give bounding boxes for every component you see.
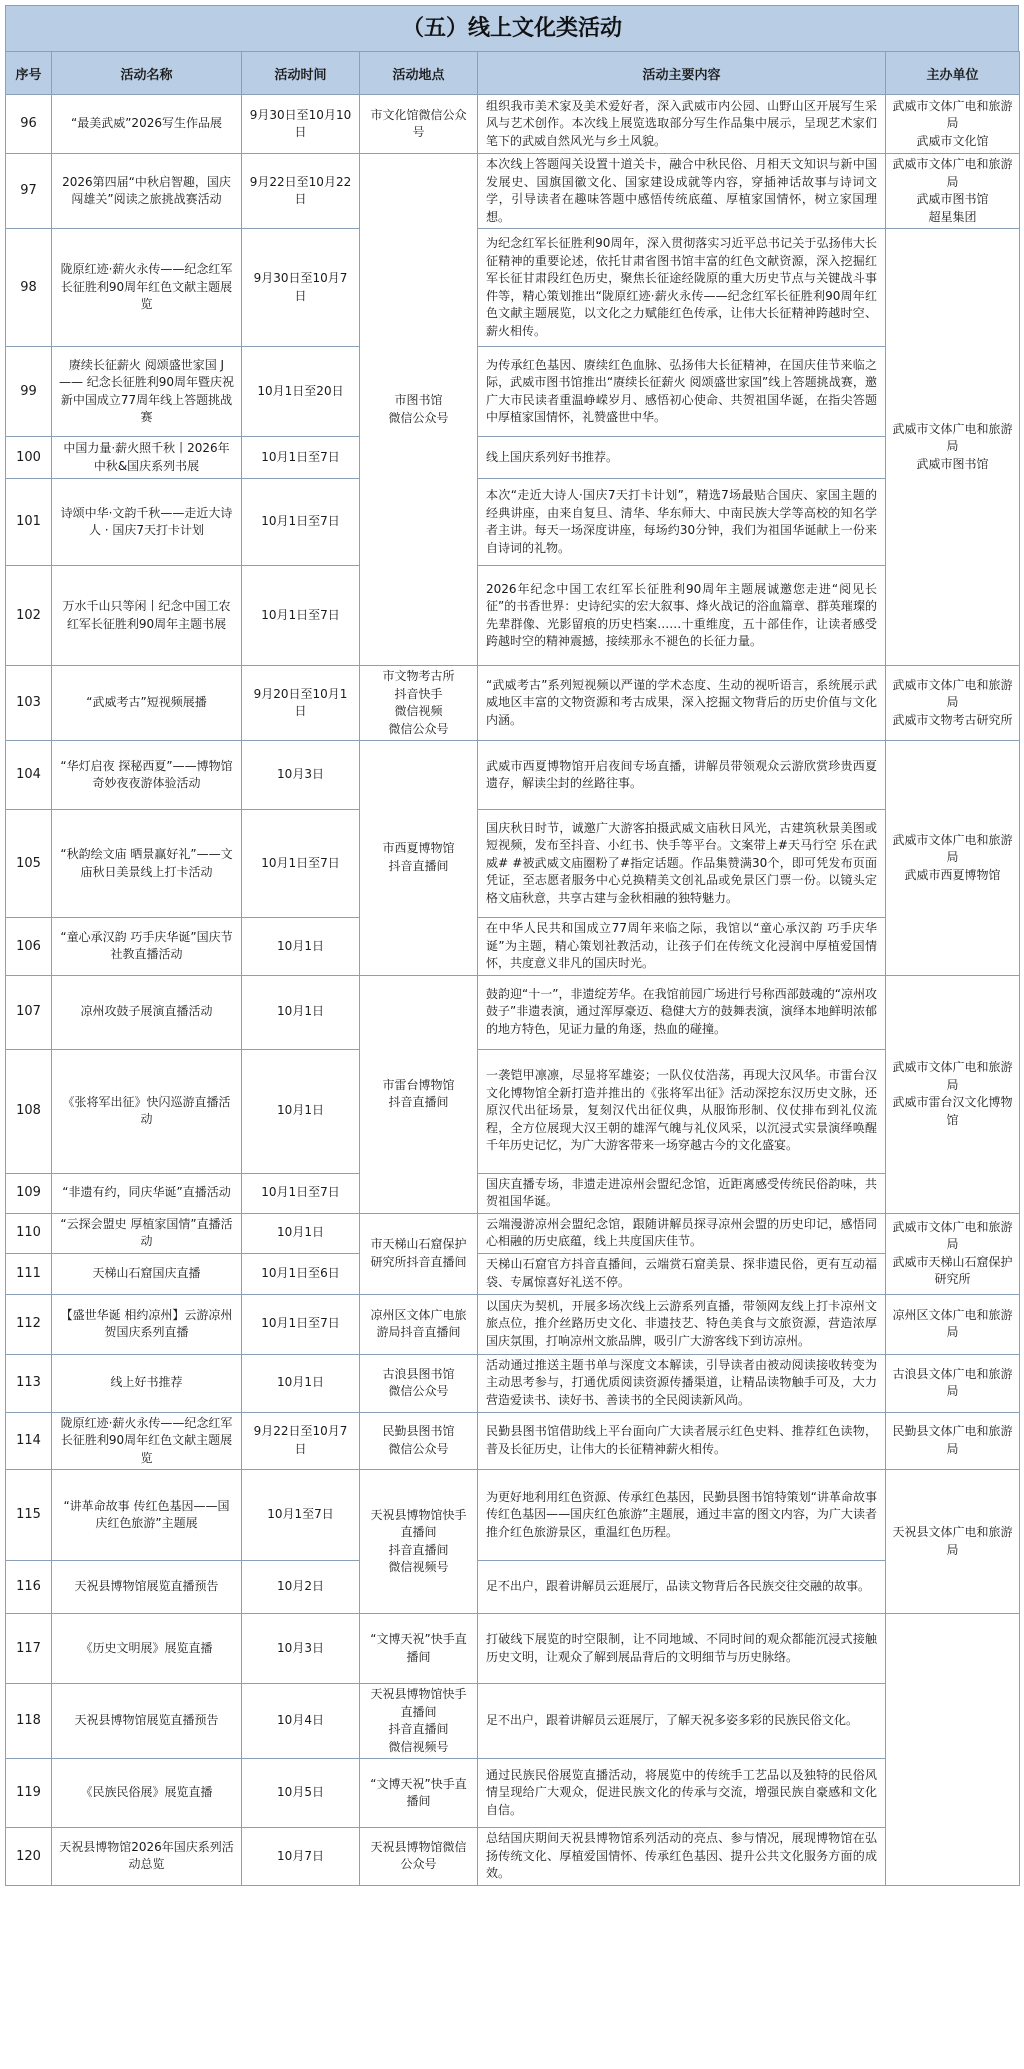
cell-name: 陇原红迹·薪火永传——纪念红军长征胜利90周年红色文献主题展览 — [52, 1412, 242, 1470]
table-row — [6, 666, 1020, 741]
table-row — [6, 1049, 1020, 1173]
table-row — [6, 1759, 1020, 1828]
cell-organizer — [886, 1614, 1020, 1886]
table-row — [6, 1828, 1020, 1886]
cell-num: 106 — [6, 918, 52, 976]
cell-time: 9月22日至10月7日 — [242, 1412, 360, 1470]
cell-num: 110 — [6, 1213, 52, 1253]
cell-content: 足不出户，跟着讲解员云逛展厅，了解天祝多姿多彩的民族民俗文化。 — [478, 1684, 886, 1759]
cell-content: 线上国庆系列好书推荐。 — [478, 437, 886, 479]
cell-time: 10月1日至7日 — [242, 437, 360, 479]
table-row — [6, 1470, 1020, 1561]
cell-time: 10月1日至6日 — [242, 1253, 360, 1294]
cell-content: 总结国庆期间天祝县博物馆系列活动的亮点、参与情况，展现博物馆在弘扬传统文化、厚植爱国情怀、传承红色基因、提升公共文化服务方面的成效。 — [478, 1828, 886, 1886]
cell-content: 民勤县图书馆借助线上平台面向广大读者展示红色史料、推荐红色读物，普及长征历史，让伟大的长征精神薪火相传。 — [478, 1412, 886, 1470]
table-row — [6, 437, 1020, 479]
table-row — [6, 1614, 1020, 1684]
cell-time: 10月1日 — [242, 1354, 360, 1412]
cell-location: 市文化馆微信公众号 — [360, 95, 478, 154]
cell-name: 陇原红迹·薪火永传——纪念红军长征胜利90周年红色文献主题展览 — [52, 229, 242, 347]
cell-organizer: 古浪县文体广电和旅游局 — [886, 1354, 1020, 1412]
header-num: 序号 — [6, 52, 52, 95]
table-row — [6, 1412, 1020, 1470]
cell-num: 104 — [6, 741, 52, 810]
cell-time: 9月22日至10月22日 — [242, 154, 360, 229]
cell-name: 2026第四届“中秋启智趣，国庆闯雄关”阅读之旅挑战赛活动 — [52, 154, 242, 229]
table-row — [6, 741, 1020, 810]
cell-name: 《张将军出征》快闪巡游直播活动 — [52, 1049, 242, 1173]
table-row — [6, 95, 1020, 154]
header-content: 活动主要内容 — [478, 52, 886, 95]
cell-name: “云探会盟史 厚植家国情”直播活动 — [52, 1213, 242, 1253]
cell-location: 市雷台博物馆 抖音直播间 — [360, 975, 478, 1213]
cell-content: “武威考古”系列短视频以严谨的学术态度、生动的视听语言，系统展示武威地区丰富的文物资源和考古成果，深入挖掘文物背后的历史价值与文化内涵。 — [478, 666, 886, 741]
cell-time: 10月1日 — [242, 918, 360, 976]
cell-name: 【盛世华诞 相约凉州】云游凉州贺国庆系列直播 — [52, 1294, 242, 1354]
cell-content: 足不出户，跟着讲解员云逛展厅，品读文物背后各民族交往交融的故事。 — [478, 1561, 886, 1614]
cell-organizer: 武威市文体广电和旅游局 武威市西夏博物馆 — [886, 741, 1020, 976]
cell-name: “童心承汉韵 巧手庆华诞”国庆节社教直播活动 — [52, 918, 242, 976]
cell-name: 中国力量·薪火照千秋丨2026年中秋&国庆系列书展 — [52, 437, 242, 479]
table-row — [6, 918, 1020, 976]
cell-num: 108 — [6, 1049, 52, 1173]
table-row — [6, 347, 1020, 437]
cell-location: “文博天祝”快手直播间 — [360, 1614, 478, 1684]
cell-num: 105 — [6, 810, 52, 918]
cell-name: “讲革命故事 传红色基因——国庆红色旅游”主题展 — [52, 1470, 242, 1561]
cell-content: 本次线上答题闯关设置十道关卡，融合中秋民俗、月相天文知识与新中国发展史、国旗国徽文化、国家建设成就等内容，穿插神话故事与诗词文学，引导读者在趣味答题中感悟传统底蕴、厚植家国情怀，树立家国理想。 — [478, 154, 886, 229]
table-row — [6, 1253, 1020, 1294]
page — [5, 5, 1019, 1886]
cell-time: 10月1日 — [242, 975, 360, 1049]
cell-content: 为纪念红军长征胜利90周年，深入贯彻落实习近平总书记关于弘扬伟大长征精神的重要论述，依托甘肃省图书馆丰富的红色文献资源，深入挖掘红军长征甘肃段红色历史，聚焦长征途经陇原的重大历史节点与关键战斗事件等，精心策划推出“陇原红迹·薪火永传——纪念红军长征胜利90周年红色文献主题展览，以文化之力赋能红色传承，让伟大长征精神跨越时空、薪火相传。 — [478, 229, 886, 347]
cell-name: 天祝县博物馆展览直播预告 — [52, 1684, 242, 1759]
cell-location: 天祝县博物馆快手直播间 抖音直播间 微信视频号 — [360, 1470, 478, 1614]
cell-organizer: 武威市文体广电和旅游局 武威市文物考古研究所 — [886, 666, 1020, 741]
cell-location: 民勤县图书馆 微信公众号 — [360, 1412, 478, 1470]
cell-time: 10月1日至7日 — [242, 1294, 360, 1354]
cell-time: 9月30日至10月7日 — [242, 229, 360, 347]
cell-num: 98 — [6, 229, 52, 347]
header-time: 活动时间 — [242, 52, 360, 95]
cell-time: 10月1日至7日 — [242, 1173, 360, 1213]
table-row — [6, 479, 1020, 566]
cell-time: 10月3日 — [242, 741, 360, 810]
cell-time: 10月1日至20日 — [242, 347, 360, 437]
cell-time: 10月1日至7日 — [242, 479, 360, 566]
cell-content: 一袭铠甲凛凛，尽显将军雄姿；一队仪仗浩荡，再现大汉风华。市雷台汉文化博物馆全新打造并推出的《张将军出征》活动深挖东汉历史文脉，还原汉代出征场景，复刻汉代出征仪典，从服饰形制、仪仗排布到礼仪流程，全方位展现大汉王朝的雄浑气魄与礼仪风采，以沉浸式实景演绎唤醒千年历史记忆，为广大游客带来一场穿越古今的文化盛宴。 — [478, 1049, 886, 1173]
cell-content: 在中华人民共和国成立77周年来临之际，我馆以“童心承汉韵 巧手庆华诞”为主题，精心策划社教活动，让孩子们在传统文化浸润中厚植爱国情怀，共度意义非凡的国庆时光。 — [478, 918, 886, 976]
cell-name: “非遗有约，同庆华诞”直播活动 — [52, 1173, 242, 1213]
cell-time: 9月20日至10月1日 — [242, 666, 360, 741]
cell-num: 120 — [6, 1828, 52, 1886]
cell-num: 111 — [6, 1253, 52, 1294]
cell-name: 《民族民俗展》展览直播 — [52, 1759, 242, 1828]
cell-content: 本次“走近大诗人·国庆7天打卡计划”，精选7场最贴合国庆、家国主题的经典讲座，由来自复旦、清华、华东师大、中南民族大学等高校的知名学者主讲。每天一场深度讲座，每场约30分钟，我们为祖国华诞献上一份来自诗词的礼物。 — [478, 479, 886, 566]
cell-num: 117 — [6, 1614, 52, 1684]
cell-content: 鼓韵迎“十一”，非遗绽芳华。在我馆前园广场进行号称西部鼓魂的“凉州攻鼓子”非遗表演，通过浑厚豪迈、稳健大方的鼓舞表演，演绎本地鲜明浓郁的地方特色，见证力量的角逐，热血的碰撞。 — [478, 975, 886, 1049]
cell-num: 119 — [6, 1759, 52, 1828]
cell-num: 112 — [6, 1294, 52, 1354]
table-row — [6, 1354, 1020, 1412]
cell-location: “文博天祝”快手直播间 — [360, 1759, 478, 1828]
cell-location: 古浪县图书馆 微信公众号 — [360, 1354, 478, 1412]
header-location: 活动地点 — [360, 52, 478, 95]
cell-content: 打破线下展览的时空限制，让不同地域、不同时间的观众都能沉浸式接触历史文明，让观众了解到展品背后的文明细节与历史脉络。 — [478, 1614, 886, 1684]
cell-num: 118 — [6, 1684, 52, 1759]
table-row — [6, 154, 1020, 229]
cell-time: 10月1日至7日 — [242, 810, 360, 918]
cell-num: 107 — [6, 975, 52, 1049]
header-organizer: 主办单位 — [886, 52, 1020, 95]
cell-num: 115 — [6, 1470, 52, 1561]
cell-num: 96 — [6, 95, 52, 154]
cell-location: 市图书馆 微信公众号 — [360, 154, 478, 666]
cell-num: 113 — [6, 1354, 52, 1412]
table-row — [6, 1173, 1020, 1213]
cell-organizer: 武威市文体广电和旅游局 武威市雷台汉文化博物馆 — [886, 975, 1020, 1213]
cell-time: 10月7日 — [242, 1828, 360, 1886]
cell-content: 为更好地利用红色资源、传承红色基因，民勤县图书馆特策划“讲革命故事 传红色基因——国庆红色旅游”主题展，通过丰富的图文内容，为广大读者推介红色旅游景区，重温红色历程。 — [478, 1470, 886, 1561]
cell-time: 10月1至7日 — [242, 1470, 360, 1561]
cell-content: 云端漫游凉州会盟纪念馆，跟随讲解员探寻凉州会盟的历史印记，感悟同心相融的历史底蕴，线上共度国庆佳节。 — [478, 1213, 886, 1253]
cell-organizer: 民勤县文体广电和旅游局 — [886, 1412, 1020, 1470]
cell-name: “最美武威”2026写生作品展 — [52, 95, 242, 154]
table-body — [6, 95, 1020, 1886]
cell-content: 为传承红色基因、赓续红色血脉、弘扬伟大长征精神，在国庆佳节来临之际，武威市图书馆推出“赓续长征薪火 阅颂盛世家国”线上答题挑战赛，邀广大市民读者重温峥嵘岁月、感悟初心使命、共贺祖国华诞，在指尖答题中厚植家国情怀，礼赞盛世中华。 — [478, 347, 886, 437]
cell-location: 天祝县博物馆快手直播间 抖音直播间 微信视频号 — [360, 1684, 478, 1759]
cell-organizer: 武威市文体广电和旅游局 武威市文化馆 — [886, 95, 1020, 154]
cell-num: 102 — [6, 566, 52, 666]
cell-content: 通过民族民俗展览直播活动，将展览中的传统手工艺品以及独特的民俗风情呈现给广大观众，促进民族文化的传承与交流，增强民族自豪感和文化自信。 — [478, 1759, 886, 1828]
header-row — [6, 52, 1020, 95]
cell-name: 赓续长征薪火 阅颂盛世家国 J —— 纪念长征胜利90周年暨庆祝新中国成立77周年线上答题挑战赛 — [52, 347, 242, 437]
cell-time: 9月30日至10月10日 — [242, 95, 360, 154]
table-row — [6, 810, 1020, 918]
cell-name: 线上好书推荐 — [52, 1354, 242, 1412]
cell-time: 10月1日 — [242, 1213, 360, 1253]
cell-location: 天祝县博物馆微信公众号 — [360, 1828, 478, 1886]
cell-num: 99 — [6, 347, 52, 437]
cell-content: 国庆直播专场，非遗走进凉州会盟纪念馆，近距离感受传统民俗韵味，共贺祖国华诞。 — [478, 1173, 886, 1213]
table-row — [6, 1294, 1020, 1354]
cell-num: 109 — [6, 1173, 52, 1213]
cell-name: 天祝县博物馆2026年国庆系列活动总览 — [52, 1828, 242, 1886]
cell-time: 10月2日 — [242, 1561, 360, 1614]
cell-content: 2026年纪念中国工农红军长征胜利90周年主题展诚邀您走进“阅见长征”的书香世界：史诗纪实的宏大叙事、烽火战记的浴血篇章、群英璀璨的先辈群像、光影留痕的历史档案……十重维度，五十部佳作，让读者感受跨越时空的精神震撼，接续那永不褪色的长征力量。 — [478, 566, 886, 666]
cell-organizer: 武威市文体广电和旅游局 武威市天梯山石窟保护研究所 — [886, 1213, 1020, 1294]
activity-table — [5, 51, 1020, 1886]
cell-time: 10月1日至7日 — [242, 566, 360, 666]
cell-content: 活动通过推送主题书单与深度文本解读，引导读者由被动阅读接收转变为主动思考参与，打通优质阅读资源传播渠道，让精品读物触手可及，大力营造爱读书、读好书、善读书的全民阅读新风尚。 — [478, 1354, 886, 1412]
cell-organizer: 天祝县文体广电和旅游局 — [886, 1470, 1020, 1614]
table-row — [6, 1561, 1020, 1614]
cell-name: 万水千山只等闲丨纪念中国工农红军长征胜利90周年主题书展 — [52, 566, 242, 666]
table-row — [6, 1684, 1020, 1759]
cell-num: 103 — [6, 666, 52, 741]
cell-num: 114 — [6, 1412, 52, 1470]
cell-name: “华灯启夜 探秘西夏”——博物馆奇妙夜夜游体验活动 — [52, 741, 242, 810]
table-row — [6, 975, 1020, 1049]
cell-num: 101 — [6, 479, 52, 566]
cell-num: 97 — [6, 154, 52, 229]
cell-name: “秋韵绘文庙 晒景赢好礼”——文庙秋日美景线上打卡活动 — [52, 810, 242, 918]
section-title: （五）线上文化类活动 — [5, 5, 1019, 51]
cell-time: 10月4日 — [242, 1684, 360, 1759]
cell-content: 国庆秋日时节，诚邀广大游客拍摄武威文庙秋日风光，古建筑秋景美图或短视频，发布至抖音、小红书、快手等平台。文案带上#天马行空 乐在武威# #被武威文庙圈粉了#指定话题。作品集赞满30个，即可凭发布页面凭证，至志愿者服务中心兑换精美文创礼品或免景区门票一份。以镜头定格文庙秋意，共享古建与金秋相融的独特魅力。 — [478, 810, 886, 918]
cell-name: “武威考古”短视频展播 — [52, 666, 242, 741]
cell-time: 10月5日 — [242, 1759, 360, 1828]
cell-name: 天梯山石窟国庆直播 — [52, 1253, 242, 1294]
cell-name: 诗颂中华·文韵千秋——走近大诗人 · 国庆7天打卡计划 — [52, 479, 242, 566]
cell-location: 市天梯山石窟保护研究所抖音直播间 — [360, 1213, 478, 1294]
cell-organizer: 武威市文体广电和旅游局 武威市图书馆 超星集团 — [886, 154, 1020, 229]
cell-content: 以国庆为契机，开展多场次线上云游系列直播，带领网友线上打卡凉州文旅点位，推介丝路历史文化、非遗技艺、特色美食与文旅资源，营造浓厚国庆氛围，打响凉州文旅品牌，吸引广大游客线下到访凉州。 — [478, 1294, 886, 1354]
cell-time: 10月1日 — [242, 1049, 360, 1173]
cell-organizer: 武威市文体广电和旅游局 武威市图书馆 — [886, 229, 1020, 666]
cell-name: 天祝县博物馆展览直播预告 — [52, 1561, 242, 1614]
cell-content: 武威市西夏博物馆开启夜间专场直播，讲解员带领观众云游欣赏珍贵西夏遗存，解读尘封的丝路往事。 — [478, 741, 886, 810]
table-row — [6, 229, 1020, 347]
cell-content: 组织我市美术家及美术爱好者，深入武威市内公园、山野山区开展写生采风与艺术创作。本次线上展览选取部分写生作品集中展示，呈现艺术家们笔下的武威自然风光与乡土风貌。 — [478, 95, 886, 154]
cell-name: 凉州攻鼓子展演直播活动 — [52, 975, 242, 1049]
cell-time: 10月3日 — [242, 1614, 360, 1684]
cell-organizer: 凉州区文体广电和旅游局 — [886, 1294, 1020, 1354]
cell-content: 天梯山石窟官方抖音直播间，云端赏石窟美景、探非遗民俗，更有互动福袋、专属惊喜好礼送不停。 — [478, 1253, 886, 1294]
cell-location: 凉州区文体广电旅游局抖音直播间 — [360, 1294, 478, 1354]
cell-location: 市西夏博物馆 抖音直播间 — [360, 741, 478, 976]
cell-location: 市文物考古所 抖音快手 微信视频 微信公众号 — [360, 666, 478, 741]
cell-num: 100 — [6, 437, 52, 479]
table-row — [6, 566, 1020, 666]
table-row — [6, 1213, 1020, 1253]
header-name: 活动名称 — [52, 52, 242, 95]
cell-name: 《历史文明展》展览直播 — [52, 1614, 242, 1684]
cell-num: 116 — [6, 1561, 52, 1614]
